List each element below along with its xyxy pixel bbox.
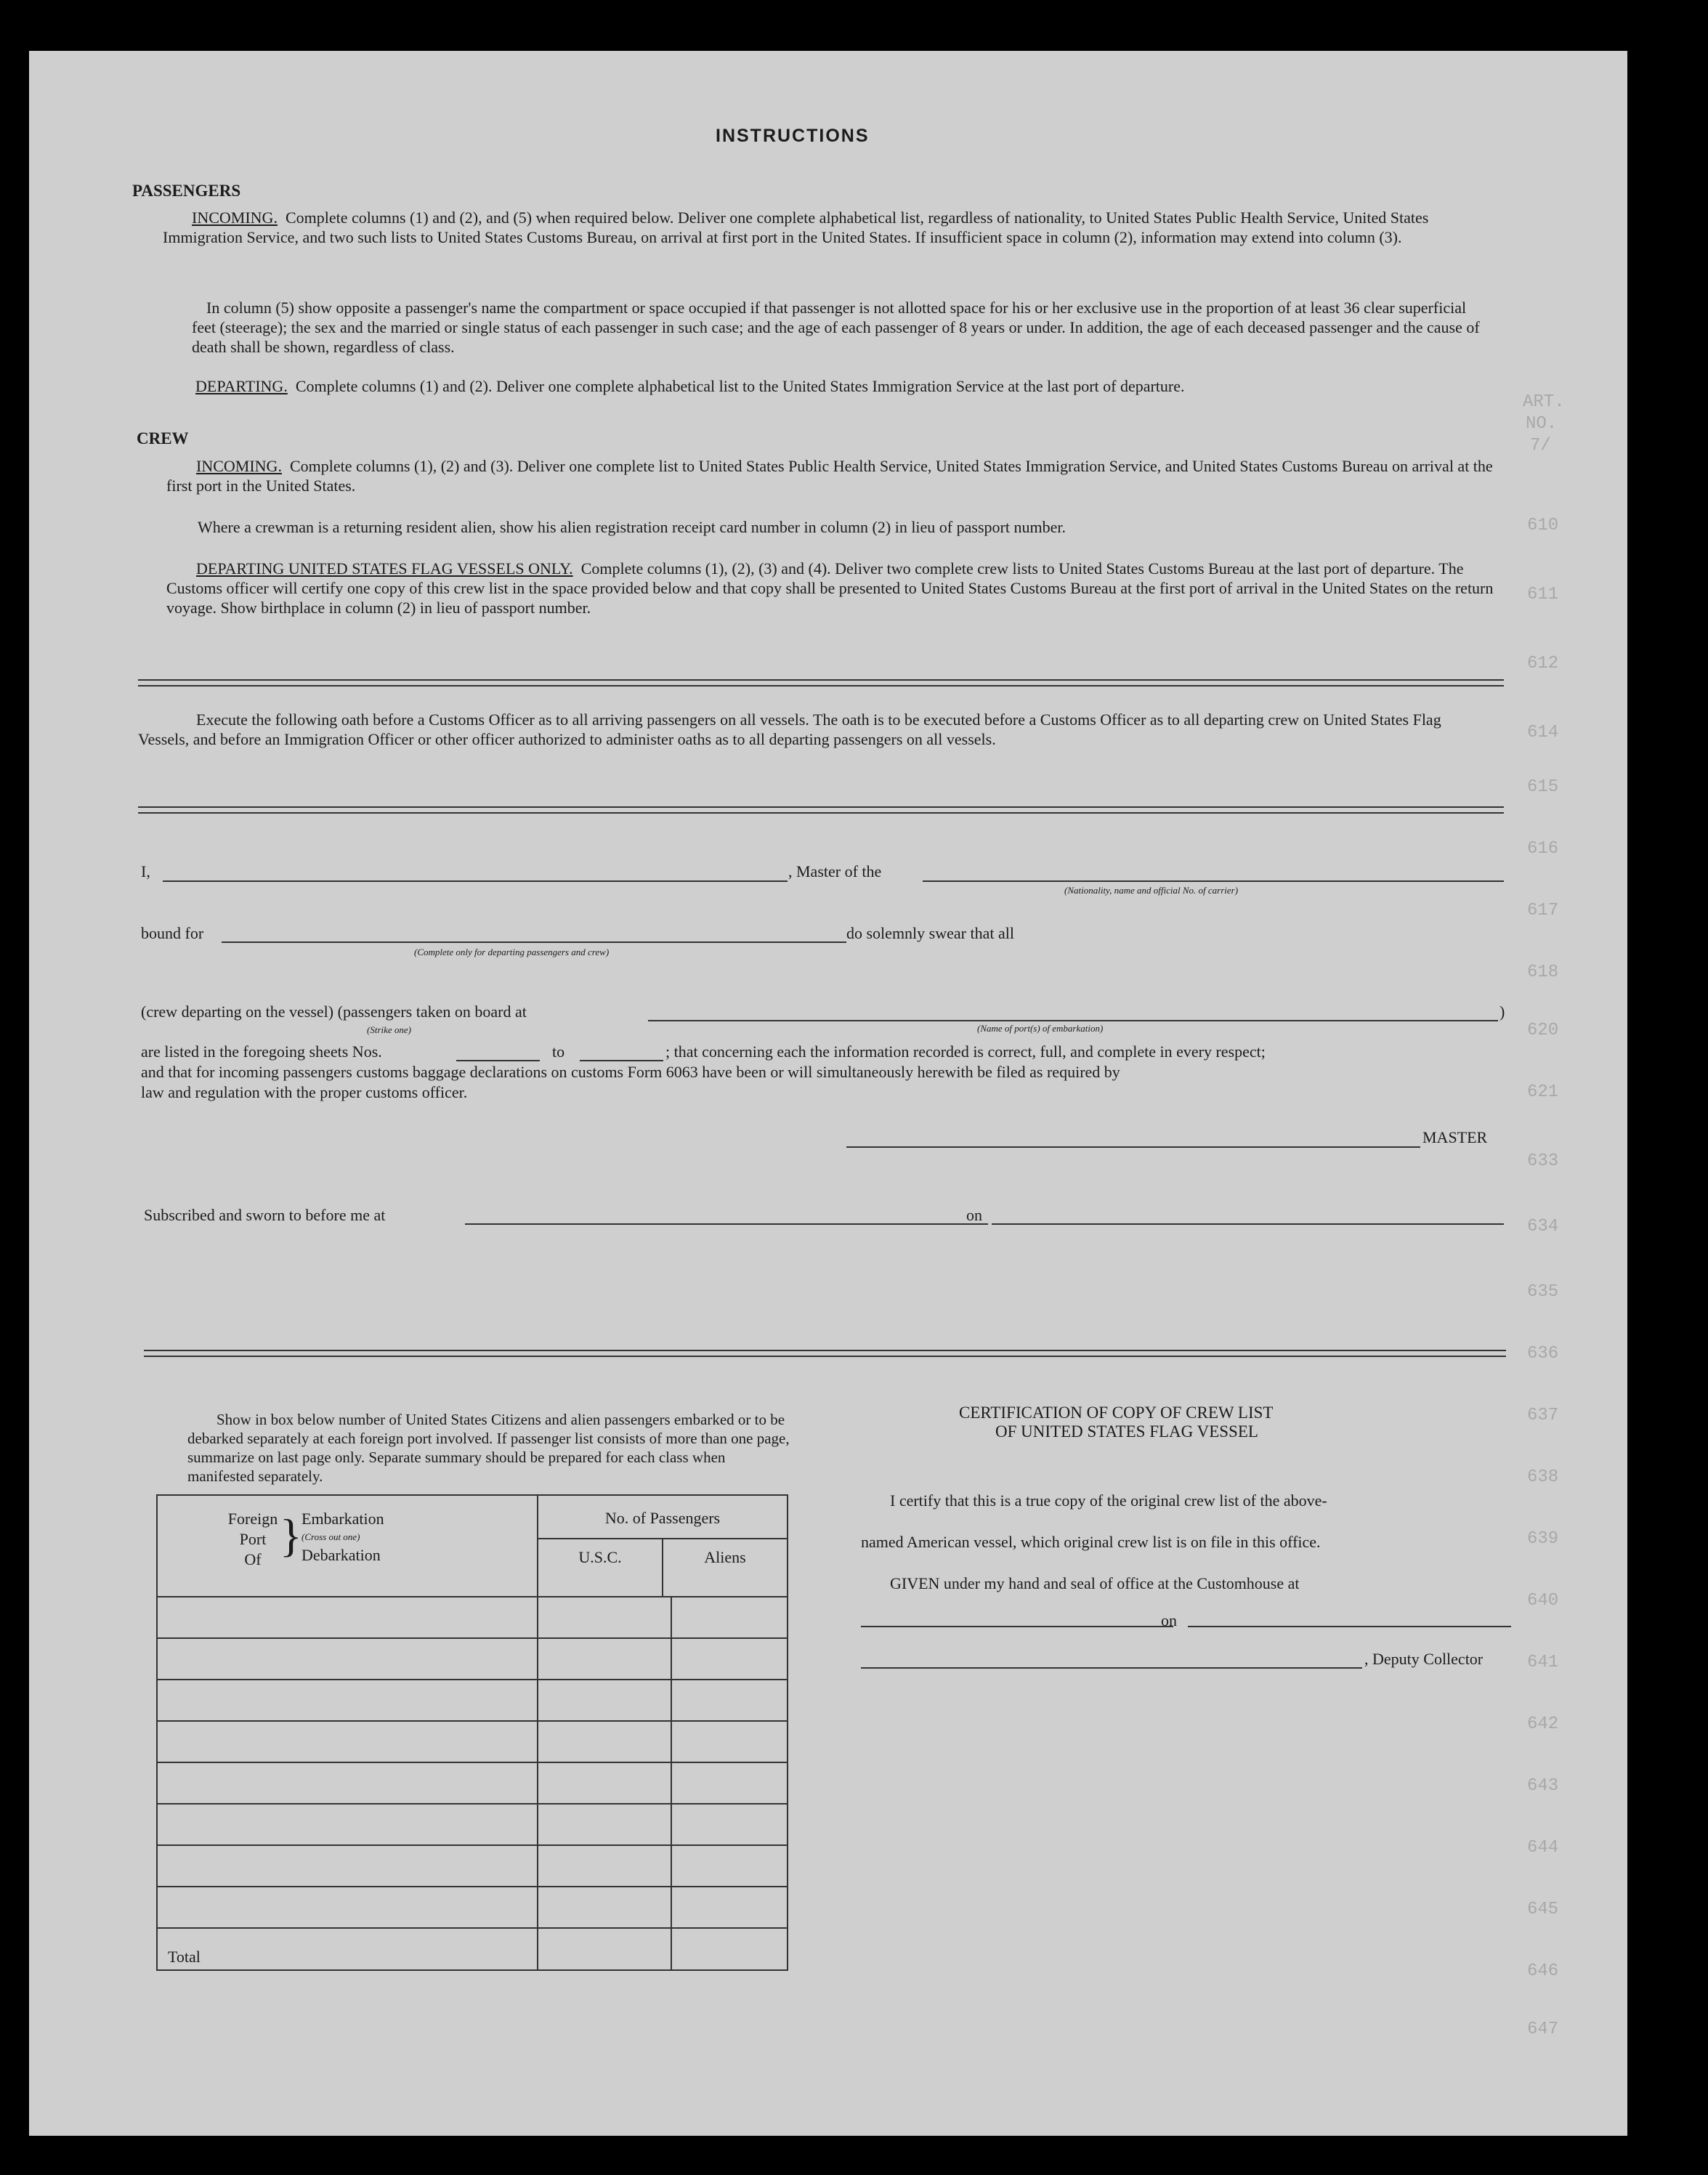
carrier-field[interactable] [923, 880, 1504, 882]
ghost-row-number: 644 [1527, 1838, 1559, 1858]
port-cell[interactable] [157, 1887, 538, 1928]
aliens-total-cell[interactable] [671, 1928, 788, 1970]
debarkation-label: Debarkation [301, 1546, 381, 1564]
foreign-label: Foreign [227, 1510, 278, 1528]
embarkation-caption: (Name of port(s) of embarkation) [977, 1023, 1104, 1034]
table-row [157, 1804, 788, 1845]
ghost-row-number: 641 [1527, 1653, 1559, 1672]
customhouse-field[interactable] [861, 1626, 1173, 1627]
bound-for-field[interactable] [222, 941, 846, 943]
usc-cell[interactable] [538, 1762, 671, 1804]
port-cell[interactable] [157, 1680, 538, 1721]
ghost-row-number: 615 [1527, 777, 1559, 797]
sheets-text-a: are listed in the foregoing sheets Nos. [141, 1042, 382, 1061]
certification-line-3: GIVEN under my hand and seal of office at the Customhouse at [890, 1574, 1300, 1592]
aliens-label: Aliens [704, 1548, 746, 1566]
crew-incoming-label: INCOMING. [196, 457, 282, 475]
usc-label: U.S.C. [538, 1539, 663, 1596]
crew-incoming [166, 456, 1499, 495]
ghost-row-number: 614 [1527, 723, 1559, 742]
passengers-departing-label: DEPARTING. [195, 377, 288, 395]
divider [138, 679, 1504, 686]
ghost-row-number: 611 [1527, 585, 1559, 604]
port-cell[interactable] [157, 1721, 538, 1762]
aliens-cell[interactable] [671, 1638, 788, 1680]
certification-title-2: OF UNITED STATES FLAG VESSEL [995, 1422, 1258, 1441]
passengers-heading: PASSENGERS [132, 182, 241, 200]
table-row [157, 1887, 788, 1928]
deputy-collector-field[interactable] [861, 1667, 1362, 1669]
ghost-row-number: 616 [1527, 839, 1559, 859]
ghost-row-number: 638 [1527, 1467, 1559, 1487]
master-label: MASTER [1422, 1128, 1488, 1146]
port-cell[interactable] [157, 1762, 538, 1804]
aliens-cell[interactable] [671, 1887, 788, 1928]
embarkation-label: Embarkation [301, 1510, 384, 1528]
passengers-incoming [163, 208, 1492, 247]
port-cell[interactable] [157, 1597, 538, 1638]
master-name-field[interactable] [163, 880, 788, 882]
subscribed-date-field[interactable] [992, 1223, 1504, 1225]
crew-departing-label: (crew departing on the vessel) (passengers taken on board at [141, 1003, 527, 1021]
crew-departing [166, 559, 1499, 617]
crew-departing-text: Complete columns (1), (2), (3) and (4). Deliver two complete crew lists to United States Customs Bureau at the last port of departure. The Customs officer will certify one copy of this crew list in the space provided below and that copy shall be presented to United States Customs Bureau at the first port of arrival in the United States on the return voyage. Show birthplace in column (2) in lieu of passport number. [166, 559, 1494, 617]
sheets-to-label: to [552, 1042, 565, 1061]
crew-departing-label: DEPARTING UNITED STATES FLAG VESSELS ONLY. [196, 559, 573, 578]
crew-resident: Where a crewman is a returning resident alien, show his alien registration receipt card number in column (2) in lieu of passport number. [198, 518, 1066, 536]
passengers-departing-text: Complete columns (1) and (2). Deliver one complete alphabetical list to the United States Immigration Service at the last port of departure. [295, 377, 1185, 395]
ghost-row-number: 620 [1527, 1021, 1559, 1040]
ghost-row-number: 640 [1527, 1591, 1559, 1611]
table-row [157, 1845, 788, 1887]
of-label: Of [244, 1550, 262, 1568]
deputy-collector-label: , Deputy Collector [1364, 1650, 1484, 1668]
ghost-row-number: 610 [1527, 516, 1559, 535]
summary-instruction: Show in box below number of United States Citizens and alien passengers embarked or to be debarked separately at each foreign port involved. If passenger list consists of more than one page, summarize on last page only. Separate summary should be prepared for each class when manifested separately. [187, 1411, 790, 1485]
aliens-cell[interactable] [671, 1721, 788, 1762]
crew-incoming-text: Complete columns (1), (2) and (3). Deliver one complete list to United States Public Health Service, United States Immigration Service, and United States Customs Bureau on arrival at the first port in the United States. [166, 457, 1493, 495]
aliens-cell[interactable] [671, 1845, 788, 1887]
port-cell[interactable] [157, 1638, 538, 1680]
ghost-row-number: 647 [1527, 2020, 1559, 2039]
embarkation-field[interactable] [648, 1020, 1498, 1021]
ghost-row-number: 617 [1527, 901, 1559, 920]
close-paren: ) [1499, 1003, 1505, 1021]
bound-for-label: bound for [141, 924, 204, 942]
ghost-row-number: 633 [1527, 1151, 1559, 1171]
passengers-departing [163, 376, 1514, 396]
table-row [157, 1762, 788, 1804]
port-cell[interactable] [157, 1845, 538, 1887]
usc-cell[interactable] [538, 1721, 671, 1762]
port-label: Port [239, 1530, 267, 1548]
subscribed-on-label: on [966, 1206, 982, 1224]
document-page [29, 51, 1627, 2136]
ghost-header-3: 7/ [1530, 436, 1551, 455]
crew-heading: CREW [137, 429, 189, 447]
master-signature-field[interactable] [846, 1146, 1420, 1148]
passenger-summary-table [156, 1494, 788, 1971]
certification-line-1: I certify that this is a true copy of the original crew list of the above- [890, 1491, 1327, 1510]
table-row [157, 1721, 788, 1762]
bound-for-caption: (Complete only for departing passengers and crew) [414, 947, 610, 957]
table-row [157, 1597, 788, 1638]
sheets-text-c: and that for incoming passengers customs baggage declarations on customs Form 6063 have been or will simultaneously herewith be filed as required by [141, 1063, 1120, 1081]
ghost-row-number: 634 [1527, 1217, 1559, 1236]
table-row [157, 1638, 788, 1680]
aliens-cell[interactable] [671, 1762, 788, 1804]
usc-cell[interactable] [538, 1804, 671, 1845]
ghost-row-number: 618 [1527, 963, 1559, 982]
usc-cell[interactable] [538, 1887, 671, 1928]
subscribed-place-field[interactable] [465, 1223, 988, 1225]
brace-icon: } [280, 1510, 302, 1561]
table-row [157, 1680, 788, 1721]
sheets-text-d: law and regulation with the proper customs officer. [141, 1083, 468, 1101]
aliens-cell[interactable] [671, 1680, 788, 1721]
cross-out-caption: (Cross out one) [301, 1531, 360, 1542]
aliens-cell[interactable] [671, 1597, 788, 1638]
ghost-row-number: 636 [1527, 1344, 1559, 1364]
certification-line-2: named American vessel, which original crew list is on file in this office. [861, 1533, 1321, 1551]
strike-one-caption: (Strike one) [367, 1024, 412, 1035]
usc-cell[interactable] [538, 1597, 671, 1638]
master-of-label: , Master of the [788, 862, 882, 880]
ghost-row-number: 612 [1527, 654, 1559, 673]
embarkation-header [157, 1495, 538, 1597]
ghost-row-number: 639 [1527, 1529, 1559, 1549]
passengers-column5: In column (5) show opposite a passenger's name the compartment or space occupied if that passenger is not allotted space for his or her exclusive use in the proportion of at least 36 clear superficial feet (steerage); the sex and the married or single status of each passenger in such case; and the age of each passenger of 8 years or under. In addition, the age of each deceased passenger and the cause of death shall be shown, regardless of class. [192, 299, 1480, 356]
usc-total-cell[interactable] [538, 1928, 671, 1970]
passengers-count-label: No. of Passengers [604, 1509, 721, 1527]
ghost-row-number: 621 [1527, 1082, 1559, 1102]
carrier-caption: (Nationality, name and official No. of carrier) [1064, 885, 1239, 896]
oath-i-label: I, [141, 862, 150, 880]
passengers-incoming-text: Complete columns (1) and (2), and (5) when required below. Deliver one complete alphabetical list, regardless of nationality, to United States Public Health Service, United States Immigration Service, and two such lists to United States Customs Bureau, on arrival at first port in the United States. If insufficient space in column (2), information may extend into column (3). [163, 208, 1429, 246]
ghost-row-number: 635 [1527, 1282, 1559, 1302]
sheets-text-b: ; that concerning each the information recorded is correct, full, and complete in every respect; [665, 1042, 1266, 1061]
divider [138, 806, 1504, 814]
ghost-row-number: 645 [1527, 1900, 1559, 1919]
usc-cell[interactable] [538, 1845, 671, 1887]
subscribed-label: Subscribed and sworn to before me at [144, 1206, 386, 1224]
divider [144, 1350, 1506, 1357]
passengers-header [538, 1495, 788, 1597]
usc-cell[interactable] [538, 1680, 671, 1721]
ghost-row-number: 642 [1527, 1714, 1559, 1734]
ghost-header-1: ART. [1523, 392, 1565, 412]
page-title: INSTRUCTIONS [716, 126, 870, 146]
ghost-row-number: 643 [1527, 1776, 1559, 1796]
certification-date-field[interactable] [1188, 1626, 1511, 1627]
certification-title-1: CERTIFICATION OF COPY OF CREW LIST [959, 1404, 1274, 1422]
port-cell[interactable] [157, 1804, 538, 1845]
total-row [157, 1928, 788, 1970]
ghost-row-number: 646 [1527, 1961, 1559, 1981]
passengers-incoming-label: INCOMING. [192, 208, 278, 227]
usc-cell[interactable] [538, 1638, 671, 1680]
ghost-header-2: NO. [1526, 414, 1558, 434]
certification-on-label: on [1161, 1611, 1177, 1629]
total-label: Total [157, 1928, 538, 1970]
oath-intro: Execute the following oath before a Customs Officer as to all arriving passengers on all vessels. The oath is to be executed before a Customs Officer as to all departing crew on United States Flag Vessels, and before an Immigration Officer or other officer authorized to administer oaths as to all departing passengers on all vessels. [138, 710, 1441, 748]
ghost-row-number: 637 [1527, 1406, 1559, 1425]
swear-label: do solemnly swear that all [846, 924, 1014, 942]
aliens-cell[interactable] [671, 1804, 788, 1845]
